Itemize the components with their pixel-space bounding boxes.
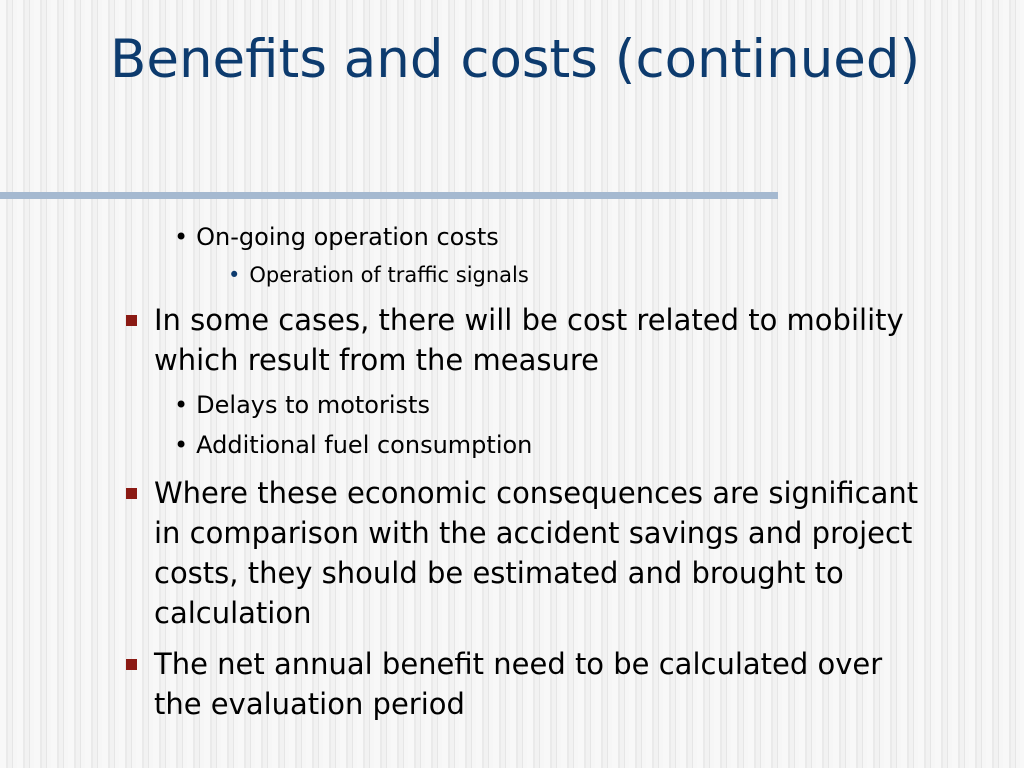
bullet-net-annual-benefit	[126, 644, 926, 724]
square-bullet-icon	[126, 315, 137, 326]
round-bullet-icon: •	[174, 223, 189, 251]
round-bullet-icon: •	[228, 263, 241, 287]
bullet-economic-consequences	[126, 473, 926, 633]
round-bullet-icon: •	[174, 391, 189, 419]
bullet-mobility-costs	[126, 300, 926, 380]
round-bullet-icon: •	[174, 431, 189, 459]
bullet-text: Delays to motorists	[196, 391, 430, 419]
bullet-ongoing-operation-costs	[174, 222, 934, 252]
bullet-delays-to-motorists	[174, 390, 934, 420]
bullet-text: Operation of traffic signals	[249, 263, 529, 287]
bullet-additional-fuel	[174, 430, 934, 460]
bullet-text: On-going operation costs	[196, 223, 499, 251]
bullet-operation-traffic-signals	[228, 261, 928, 289]
slide-title: Benefits and costs (continued)	[110, 29, 921, 90]
bullet-text: Additional fuel consumption	[196, 431, 533, 459]
square-bullet-icon	[126, 488, 137, 499]
bullet-text: In some cases, there will be cost related to mobility which result from the measure	[154, 303, 904, 377]
square-bullet-icon	[126, 659, 137, 670]
bullet-text: Where these economic consequences are significant in comparison with the accident savings and project costs, they should be estimated and brought to calculation	[154, 476, 919, 630]
bullet-text: The net annual benefit need to be calculated over the evaluation period	[154, 647, 883, 721]
